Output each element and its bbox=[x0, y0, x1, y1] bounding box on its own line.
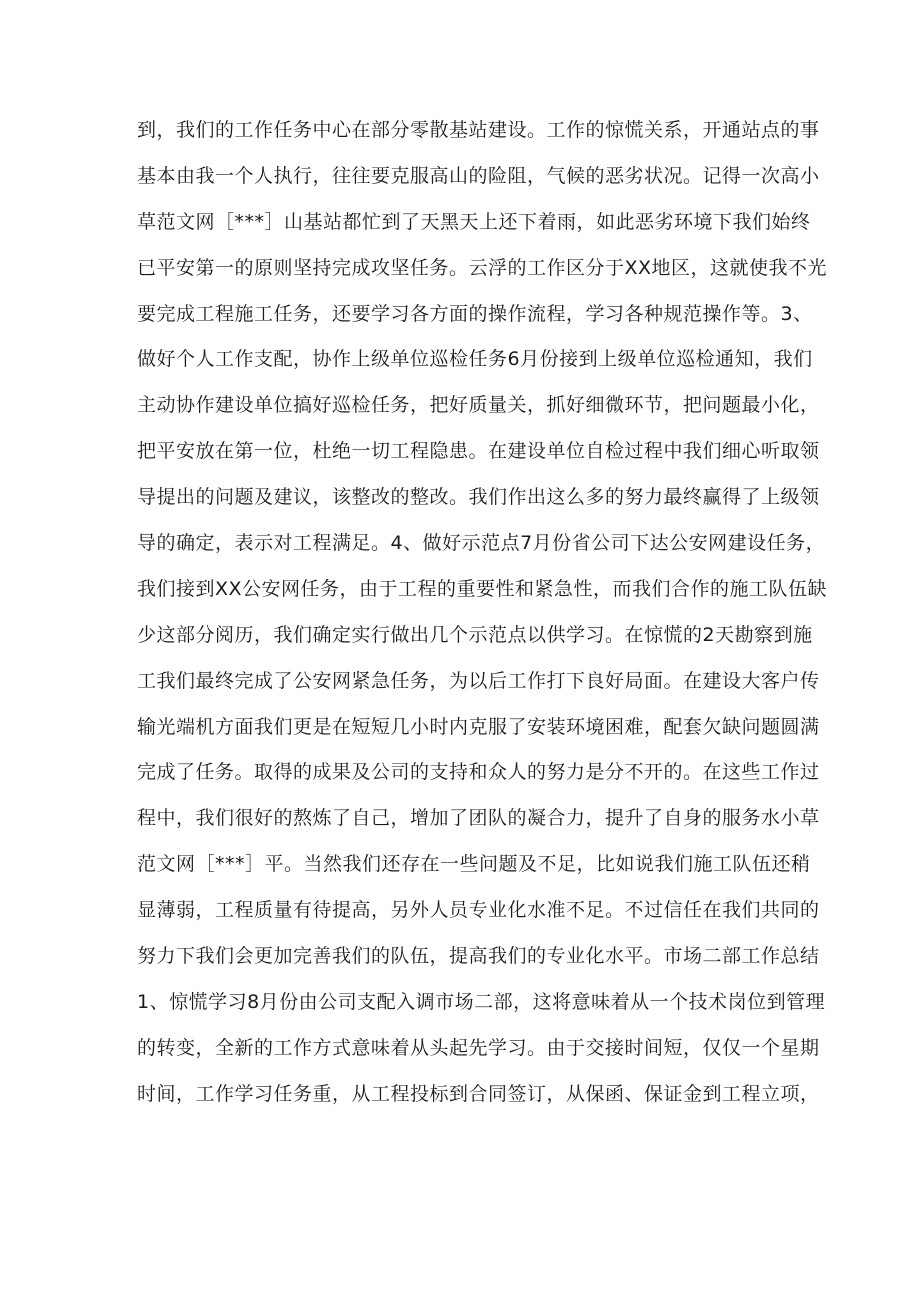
text-line: 已平安第一的原则坚持完成攻坚任务。云浮的工作区分于XX地区，这就使我不光 bbox=[137, 256, 828, 279]
text-line: 基本由我一个人执行，往往要克服高山的险阻，气候的恶劣状况。记得一次高小 bbox=[137, 164, 820, 187]
text-line: 显薄弱，工程质量有待提高，另外人员专业化水准不足。不过信任在我们共同的 bbox=[137, 899, 820, 922]
text-line: 草范文网［***］山基站都忙到了天黑天上还下着雨，如此恶劣环境下我们始终 bbox=[137, 210, 811, 233]
text-line: 我们接到XX公安网任务，由于工程的重要性和紧急性，而我们合作的施工队伍缺 bbox=[137, 577, 828, 600]
text-line: 的转变，全新的工作方式意味着从头起先学习。由于交接时间短，仅仅一个星期 bbox=[137, 1036, 820, 1059]
text-line: 导的确定，表示对工程满足。4、做好示范点7月份省公司下达公安网建设任务， bbox=[137, 532, 826, 555]
body-text bbox=[137, 108, 828, 1118]
text-line: 做好个人工作支配，协作上级单位巡检任务6月份接到上级单位巡检通知，我们 bbox=[137, 348, 813, 371]
text-line: 到，我们的工作任务中心在部分零散基站建设。工作的惊慌关系，开通站点的事 bbox=[137, 119, 820, 141]
text-line: 把平安放在第一位，杜绝一切工程隐患。在建设单位自检过程中我们细心听取领 bbox=[137, 440, 820, 463]
text-line: 导提出的问题及建议，该整改的整改。我们作出这么多的努力最终赢得了上级领 bbox=[137, 486, 820, 509]
text-line: 工我们最终完成了公安网紧急任务，为以后工作打下良好局面。在建设大客户传 bbox=[137, 669, 820, 692]
text-line: 1、惊慌学习8月份由公司支配入调市场二部，这将意味着从一个技术岗位到管理 bbox=[137, 990, 826, 1013]
text-line: 输光端机方面我们更是在短短几小时内克服了安装环境困难，配套欠缺问题圆满 bbox=[137, 715, 820, 738]
text-line: 主动协作建设单位搞好巡检任务，把好质量关，抓好细微环节，把问题最小化， bbox=[137, 394, 820, 417]
text-line: 完成了任务。取得的成果及公司的支持和众人的努力是分不开的。在这些工作过 bbox=[137, 761, 820, 784]
text-line: 要完成工程施工任务，还要学习各方面的操作流程，学习各种规范操作等。3、 bbox=[137, 302, 813, 325]
text-line: 时间，工作学习任务重，从工程投标到合同签订，从保函、保证金到工程立项， bbox=[137, 1082, 820, 1105]
text-line: 范文网［***］平。当然我们还存在一些问题及不足，比如说我们施工队伍还稍 bbox=[137, 853, 811, 876]
text-line: 努力下我们会更加完善我们的队伍，提高我们的专业化水平。市场二部工作总结 bbox=[137, 945, 820, 968]
text-line: 程中，我们很好的熬炼了自己，增加了团队的凝合力，提升了自身的服务水小草 bbox=[137, 807, 820, 830]
text-line: 少这部分阅历，我们确定实行做出几个示范点以供学习。在惊慌的2天勘察到施 bbox=[137, 623, 813, 646]
